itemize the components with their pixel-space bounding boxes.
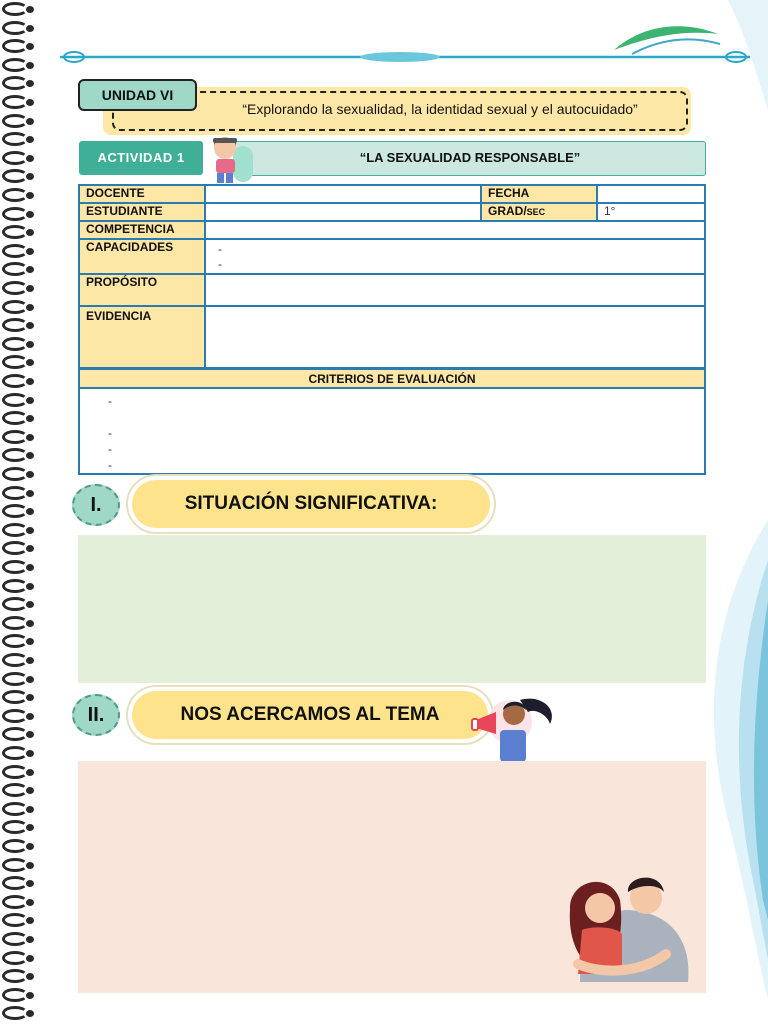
spiral-coil <box>2 709 36 723</box>
proposito-field[interactable] <box>205 274 705 306</box>
spiral-coil <box>2 951 36 965</box>
spiral-coil <box>2 820 36 834</box>
criterios-header: CRITERIOS DE EVALUACIÓN <box>79 369 705 388</box>
spiral-coil <box>2 21 36 35</box>
section-1-number: I. <box>72 484 120 526</box>
criterio-item <box>108 409 704 425</box>
competencia-label: COMPETENCIA <box>79 221 205 239</box>
spiral-coil <box>2 839 36 853</box>
spiral-coil <box>2 337 36 351</box>
spiral-binding <box>0 0 40 1024</box>
unidad-label: UNIDAD VI <box>78 79 197 111</box>
spiral-coil <box>2 913 36 927</box>
actividad-title: “LA SEXUALIDAD RESPONSABLE” <box>359 150 581 165</box>
estudiante-label: ESTUDIANTE <box>79 203 205 221</box>
spiral-coil <box>2 690 36 704</box>
fecha-field[interactable] <box>597 185 705 203</box>
spiral-coil <box>2 541 36 555</box>
sec-label: SEC <box>526 207 546 217</box>
capacidades-field[interactable] <box>205 239 705 274</box>
criterios-table <box>78 368 706 475</box>
couple-hug-illustration <box>560 870 700 988</box>
competencia-field[interactable] <box>205 221 705 239</box>
spiral-coil <box>2 988 36 1002</box>
spiral-coil <box>2 932 36 946</box>
spiral-coil <box>2 616 36 630</box>
spiral-coil <box>2 783 36 797</box>
spiral-coil <box>2 802 36 816</box>
spiral-coil <box>2 430 36 444</box>
docente-field[interactable] <box>205 185 481 203</box>
capacidad-item: - <box>218 257 222 271</box>
spiral-coil <box>2 374 36 388</box>
spiral-coil <box>2 523 36 537</box>
spiral-coil <box>2 355 36 369</box>
estudiante-field[interactable] <box>205 203 481 221</box>
spiral-coil <box>2 467 36 481</box>
evidencia-field[interactable] <box>205 306 705 368</box>
spiral-coil <box>2 188 36 202</box>
criterios-body[interactable] <box>79 388 705 474</box>
spiral-coil <box>2 207 36 221</box>
evidencia-label: EVIDENCIA <box>79 306 205 368</box>
spiral-coil <box>2 504 36 518</box>
spiral-coil <box>2 300 36 314</box>
criterio-item: - <box>108 458 112 472</box>
spiral-coil <box>2 746 36 760</box>
spiral-coil <box>2 95 36 109</box>
spiral-coil <box>2 858 36 872</box>
section-1-title: SITUACIÓN SIGNIFICATIVA: <box>132 480 490 528</box>
spiral-coil <box>2 76 36 90</box>
spiral-coil <box>2 132 36 146</box>
spiral-coil <box>2 39 36 53</box>
criterio-item: - <box>108 442 112 456</box>
section-2-title: NOS ACERCAMOS AL TEMA <box>132 691 488 739</box>
unidad-title: “Explorando la sexualidad, la identidad sexual y el autocuidado” <box>242 101 638 117</box>
spiral-coil <box>2 634 36 648</box>
spiral-coil <box>2 448 36 462</box>
spiral-coil <box>2 2 36 16</box>
spiral-coil <box>2 969 36 983</box>
spiral-coil <box>2 244 36 258</box>
spiral-coil <box>2 876 36 890</box>
spiral-coil <box>2 672 36 686</box>
grad-label: GRAD/ <box>488 204 527 218</box>
decorative-leaf <box>612 20 722 56</box>
actividad-label: ACTIVIDAD 1 <box>79 141 203 175</box>
spiral-coil <box>2 318 36 332</box>
megaphone-girl-illustration <box>470 690 560 764</box>
spiral-coil <box>2 579 36 593</box>
proposito-label: PROPÓSITO <box>79 274 205 306</box>
spiral-coil <box>2 169 36 183</box>
spiral-coil <box>2 262 36 276</box>
capacidades-label: CAPACIDADES <box>79 239 205 274</box>
spiral-coil <box>2 151 36 165</box>
spiral-coil <box>2 114 36 128</box>
spiral-coil <box>2 411 36 425</box>
spiral-coil <box>2 58 36 72</box>
info-table <box>78 184 706 369</box>
spiral-coil <box>2 653 36 667</box>
section-2-number: II. <box>72 694 120 736</box>
criterio-item: - <box>108 426 112 440</box>
spiral-coil <box>2 225 36 239</box>
spiral-coil <box>2 765 36 779</box>
spiral-coil <box>2 281 36 295</box>
criterio-item: - <box>108 394 112 408</box>
spiral-coil <box>2 597 36 611</box>
capacidad-item: - <box>218 242 222 256</box>
grad-field[interactable]: 1° <box>597 203 705 221</box>
docente-label: DOCENTE <box>79 185 205 203</box>
kid-illustration <box>203 132 257 186</box>
spiral-coil <box>2 486 36 500</box>
spiral-coil <box>2 727 36 741</box>
grad-sec-label <box>481 203 597 221</box>
spiral-coil <box>2 895 36 909</box>
spiral-coil <box>2 560 36 574</box>
situacion-significativa-box[interactable] <box>78 535 706 683</box>
spiral-coil <box>2 393 36 407</box>
fecha-label: FECHA <box>481 185 597 203</box>
spiral-coil <box>2 1006 36 1020</box>
